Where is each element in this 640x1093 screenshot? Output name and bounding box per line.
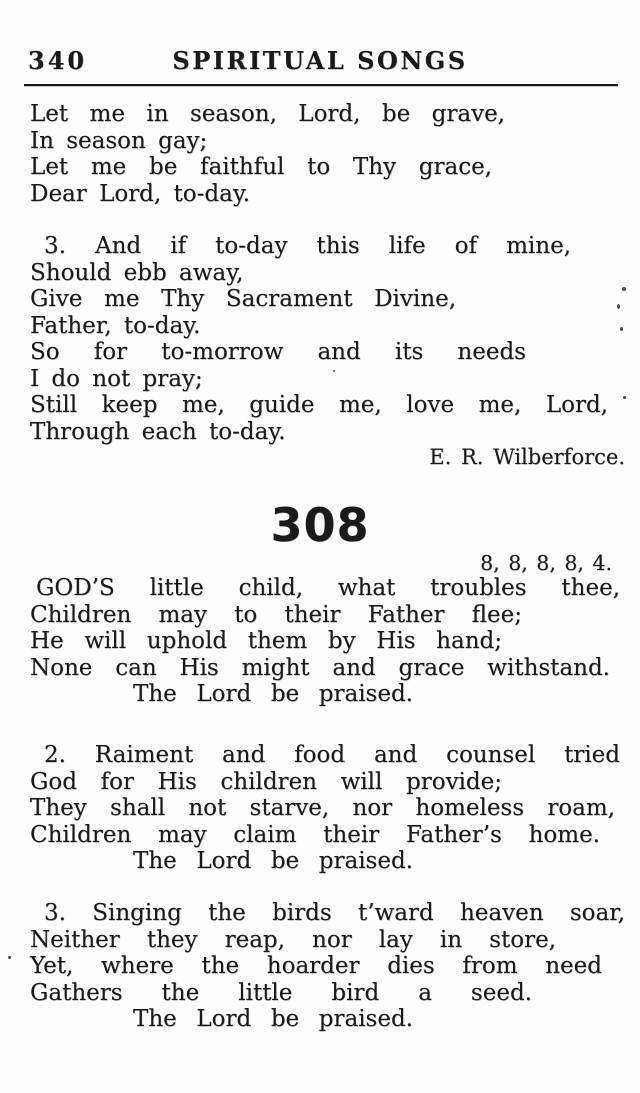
verse-line: Through each to-day.	[30, 418, 286, 445]
verse-line: Give me Thy Sacrament Divine,	[30, 286, 456, 312]
hymn-meter: 8, 8, 8, 8, 4.	[480, 551, 612, 575]
verse-line: Let me be faithful to Thy grace,	[30, 154, 492, 180]
hymn308-verse2	[30, 742, 620, 875]
verse-line: 3. Singing the birds t’ward heaven soar,	[44, 900, 625, 926]
header-rule	[24, 84, 618, 86]
scan-speck	[620, 327, 623, 331]
hymn308-verse3	[30, 900, 625, 1033]
scan-speck	[617, 304, 620, 309]
verse-line: God for His children will provide;	[30, 768, 502, 795]
hymn307-verse3	[30, 233, 608, 445]
verse-line: Gathers the little bird a seed.	[30, 979, 532, 1006]
verse-line: Neither they reap, nor lay in store,	[30, 926, 556, 953]
hymn-number: 308	[270, 498, 370, 552]
verse-line: They shall not starve, nor homeless roam,	[30, 795, 615, 821]
hymn307-verse2	[30, 101, 505, 207]
verse-refrain: The Lord be praised.	[133, 681, 413, 707]
scan-speck	[623, 396, 626, 399]
verse-line: Yet, where the hoarder dies from need	[30, 953, 602, 979]
scan-speck	[622, 287, 626, 291]
verse-refrain: The Lord be praised.	[133, 1006, 413, 1032]
verse-line: I do not pray;	[30, 365, 203, 392]
verse-line: Father, to-day.	[30, 312, 201, 339]
verse-line: Should ebb away,	[30, 259, 244, 286]
verse-line: Still keep me, guide me, love me, Lord,	[30, 392, 608, 418]
verse-line: Let me in season, Lord, be grave,	[30, 101, 505, 127]
page-number: 340	[28, 46, 88, 75]
verse-line: So for to-morrow and its needs	[30, 339, 526, 365]
verse-line: GOD’S little child, what troubles thee,	[36, 575, 620, 601]
verse-line: He will uphold them by His hand;	[30, 628, 502, 654]
verse-line: 2. Raiment and food and counsel tried	[44, 742, 620, 768]
book-title: SPIRITUAL SONGS	[172, 46, 468, 75]
verse-line: Dear Lord, to-day.	[30, 180, 251, 207]
verse-refrain: The Lord be praised.	[133, 848, 413, 874]
verse-line: None can His might and grace withstand.	[30, 654, 610, 681]
hymn308-verse1	[30, 575, 620, 708]
scan-speck	[333, 370, 335, 372]
verse-line: 3. And if to-day this life of mine,	[44, 233, 571, 259]
verse-line: In season gay;	[30, 127, 208, 154]
author-attribution: E. R. Wilberforce.	[429, 445, 625, 469]
scan-speck	[8, 956, 11, 959]
verse-line: Children may claim their Father’s home.	[30, 821, 600, 848]
verse-line: Children may to their Father flee;	[30, 601, 522, 628]
